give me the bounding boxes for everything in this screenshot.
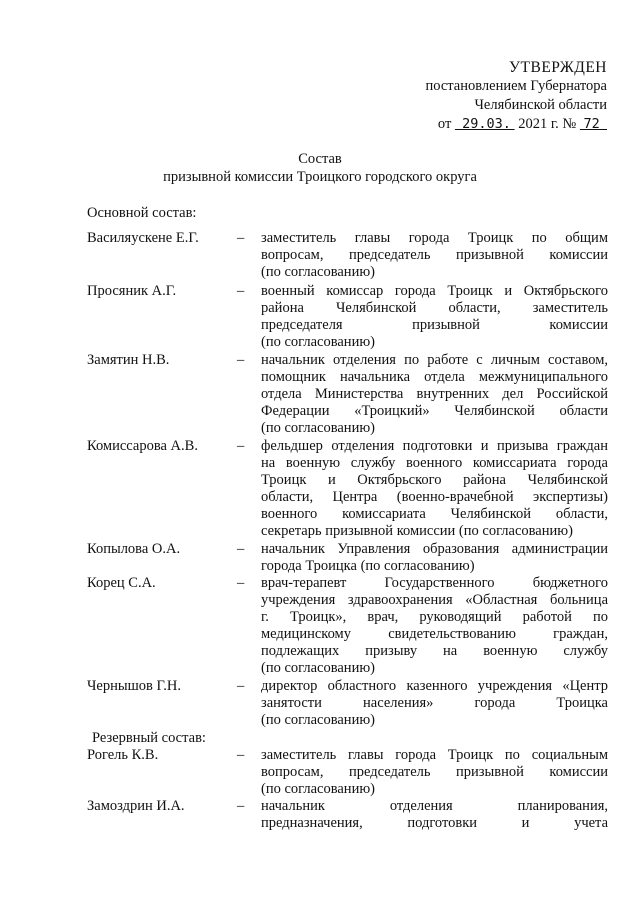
- approval-year-number-label: 2021 г. №: [518, 116, 577, 132]
- position-line: на военную службу военного комиссариата города: [261, 455, 608, 471]
- member-dash: –: [237, 438, 245, 454]
- member-dash: –: [237, 230, 245, 246]
- member-name: Комиссарова А.В.: [87, 438, 198, 454]
- member-position: [261, 352, 608, 437]
- approval-number: 72: [583, 116, 600, 132]
- position-line: предназначения, подготовки и учета: [261, 815, 608, 831]
- approval-line-2: Челябинской области: [474, 97, 607, 113]
- position-line: (по согласованию): [261, 264, 375, 280]
- approval-line-1: постановлением Губернатора: [425, 78, 607, 94]
- member-name: Копылова О.А.: [87, 541, 181, 557]
- approval-date-line: [425, 115, 607, 134]
- member-dash: –: [237, 678, 245, 694]
- approval-block: [425, 58, 607, 134]
- position-line: заместитель главы города Троицк по социальным: [261, 747, 608, 763]
- document-title-line-1: Состав: [298, 151, 342, 167]
- position-line: учреждения здравоохранения «Областная больница: [261, 592, 608, 608]
- member-position: [261, 230, 608, 281]
- member-dash: –: [237, 798, 245, 814]
- position-line: секретарь призывной комиссии (по согласованию): [261, 523, 573, 539]
- approval-number-underline: [580, 115, 607, 134]
- position-line: фельдшер отделения подготовки и призыва граждан: [261, 438, 608, 454]
- member-name: Чернышов Г.Н.: [87, 678, 181, 694]
- member-position: [261, 283, 608, 351]
- member-dash: –: [237, 283, 245, 299]
- approval-date: 29.03.: [462, 116, 511, 132]
- member-dash: –: [237, 352, 245, 368]
- member-dash: –: [237, 541, 245, 557]
- position-line: (по согласованию): [261, 712, 375, 728]
- position-line: города Троицка (по согласованию): [261, 558, 475, 574]
- position-line: (по согласованию): [261, 660, 375, 676]
- position-line: отдела Министерства внутренних дел Российской: [261, 386, 608, 402]
- member-name: Замоздрин И.А.: [87, 798, 185, 814]
- position-line: вопросам, председатель призывной комиссии: [261, 764, 608, 780]
- position-line: района Челябинской области, заместитель: [261, 300, 608, 316]
- member-position: [261, 798, 608, 832]
- member-dash: –: [237, 575, 245, 591]
- position-line: председателя призывной комиссии: [261, 317, 608, 333]
- approval-date-prefix: от: [437, 116, 452, 132]
- position-line: (по согласованию): [261, 420, 375, 436]
- position-line: (по согласованию): [261, 781, 375, 797]
- member-position: [261, 575, 608, 677]
- reserve-composition-heading: Резервный состав:: [92, 730, 206, 746]
- member-name: Замятин Н.В.: [87, 352, 170, 368]
- member-position: [261, 541, 608, 575]
- approval-heading: УТВЕРЖДЕН: [509, 59, 607, 76]
- position-line: вопросам, председатель призывной комиссии: [261, 247, 608, 263]
- position-line: военный комиссар города Троицк и Октябрьского: [261, 283, 608, 299]
- position-line: начальник отделения по работе с личным составом,: [261, 352, 608, 368]
- position-line: военного комиссариата Челябинской области,: [261, 506, 608, 522]
- member-name: Корец С.А.: [87, 575, 156, 591]
- document-title-line-2: призывной комиссии Троицкого городского округа: [163, 169, 477, 185]
- member-name: Просяник А.Г.: [87, 283, 177, 299]
- position-line: области, Центра (военно-врачебной экспертизы): [261, 489, 608, 505]
- member-position: [261, 678, 608, 729]
- position-line: директор областного казенного учреждения «Центр: [261, 678, 608, 694]
- member-name: Рогель К.В.: [87, 747, 159, 763]
- position-line: начальник Управления образования администрации: [261, 541, 608, 557]
- member-dash: –: [237, 747, 245, 763]
- member-name: Василяускене Е.Г.: [87, 230, 199, 246]
- position-line: г. Троицк», врач, руководящий работой по: [261, 609, 608, 625]
- position-line: врач-терапевт Государственного бюджетного: [261, 575, 608, 591]
- approval-date-underline: [455, 115, 515, 134]
- position-line: медицинскому свидетельствованию граждан,: [261, 626, 608, 642]
- member-position: [261, 747, 608, 798]
- position-line: Троицк и Октябрьского района Челябинской: [261, 472, 608, 488]
- position-line: начальник отделения планирования,: [261, 798, 608, 814]
- position-line: помощник начальника отдела межмуниципального: [261, 369, 608, 385]
- main-composition-heading: Основной состав:: [87, 205, 197, 221]
- member-position: [261, 438, 608, 540]
- position-line: подлежащих призыву на военную службу: [261, 643, 608, 659]
- position-line: Федерации «Троицкий» Челябинской области: [261, 403, 608, 419]
- position-line: заместитель главы города Троицк по общим: [261, 230, 608, 246]
- position-line: занятости населения» города Троицка: [261, 695, 608, 711]
- position-line: (по согласованию): [261, 334, 375, 350]
